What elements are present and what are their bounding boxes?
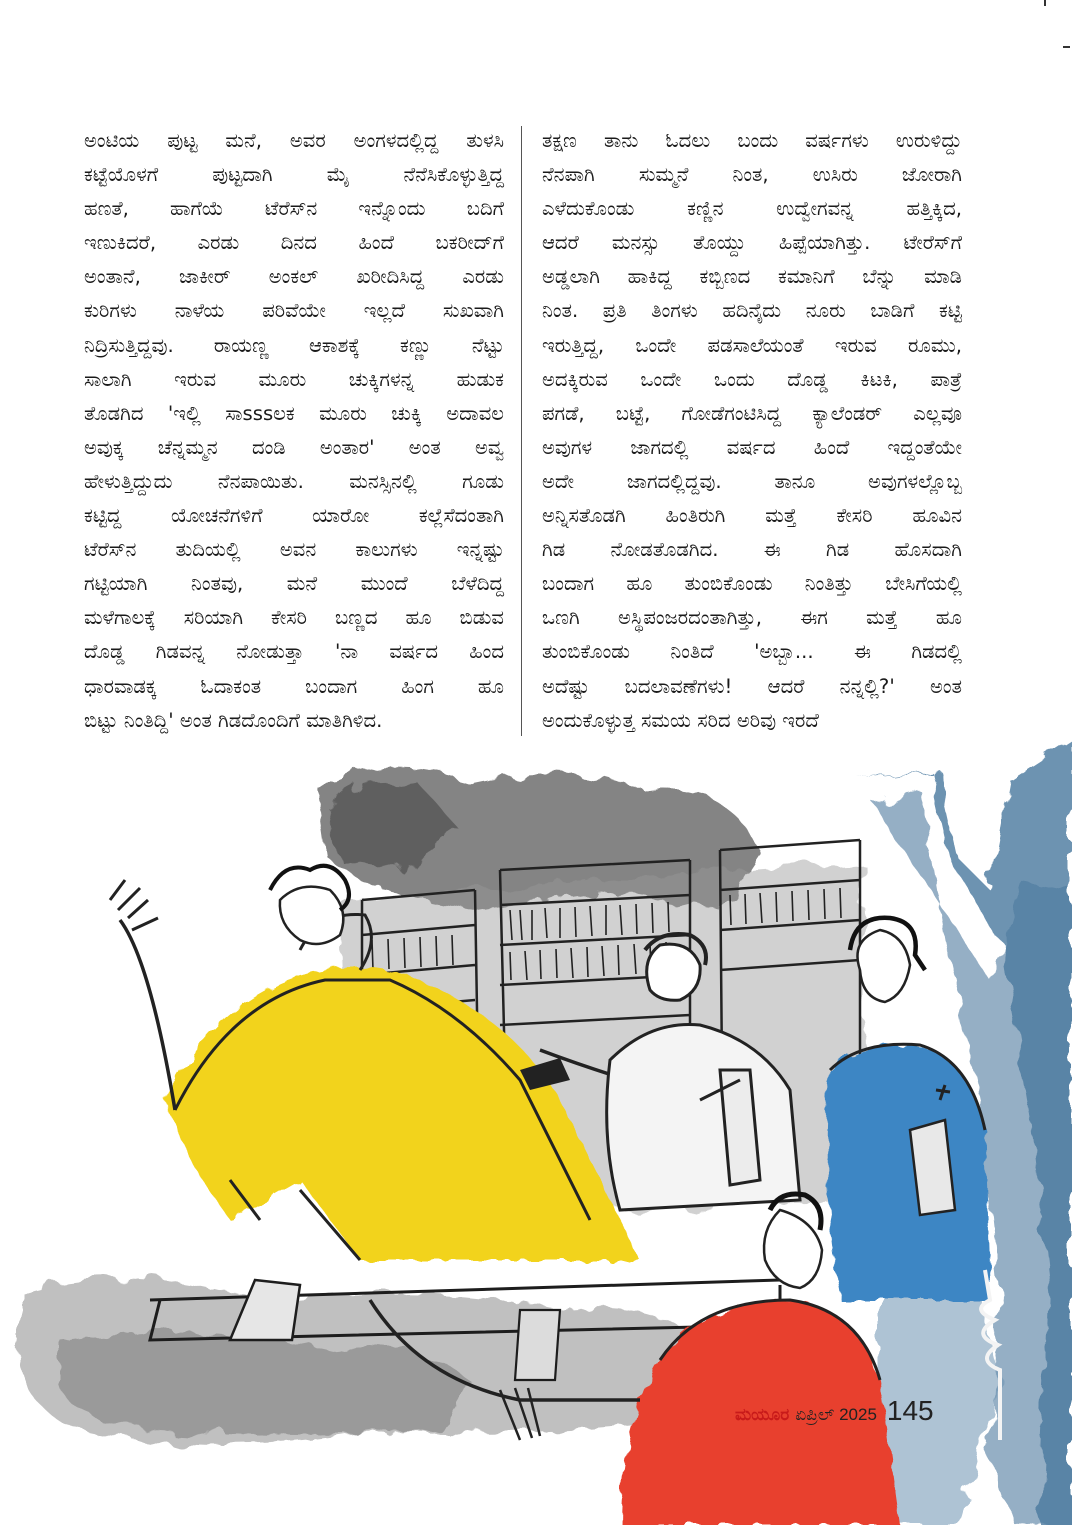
article-line: ನಿದ್ರಿಸುತ್ತಿದ್ದವು. ರಾಯಣ್ಣ ಆಕಾಶಕ್ಕೆ ಕಣ್ಣು ನೆಟ್ಟು <box>84 333 504 357</box>
article-line: ಒಣಗಿ ಅಸ್ಥಿಪಂಜರದಂತಾಗಿತ್ತು, ಈಗ ಮತ್ತೆ ಹೂ <box>542 606 962 630</box>
article-line: ಕುರಿಗಳು ನಾಳೆಯ ಪರಿವೆಯೇ ಇಲ್ಲದೆ ಸುಖವಾಗಿ <box>84 299 504 323</box>
page-number: 145 <box>886 1395 934 1426</box>
article-line: ಟೆರೆಸ್‌ನ ತುದಿಯಲ್ಲಿ ಅವನ ಕಾಲುಗಳು ಇನ್ನಷ್ಟು <box>84 538 504 562</box>
article-line: ತೊಡಗಿದ 'ಇಲ್ಲಿ ಸಾsssಲಕ ಮೂರು ಚುಕ್ಕಿ ಅದಾವಲ <box>84 401 504 425</box>
article-line: ಅದೇ ಜಾಗದಲ್ಲಿದ್ದವು. ತಾನೂ ಅವುಗಳಲ್ಲೊಬ್ಬ <box>542 469 962 493</box>
article-column-left <box>84 124 504 738</box>
issue-date: ಏಪ್ರಿಲ್ 2025 <box>795 1405 877 1424</box>
article-line: ಬಂದಾಗ ಹೂ ತುಂಬಿಕೊಂಡು ನಿಂತಿತ್ತು ಬೇಸಿಗೆಯಲ್ಲಿ <box>542 572 962 596</box>
article-line: ಇಣುಕಿದರೆ, ಎರಡು ದಿನದ ಹಿಂದೆ ಬಕರೀದ್‌ಗೆ <box>84 231 504 255</box>
article-line: ದೊಡ್ಡ ಗಿಡವನ್ನ ನೋಡುತ್ತಾ 'ನಾ ವರ್ಷದ ಹಿಂದ <box>84 640 504 664</box>
article-line: ಹೇಳುತ್ತಿದ್ದುದು ನೆನಪಾಯಿತು. ಮನಸ್ಸಿನಲ್ಲಿ ಗೂಡು <box>84 469 504 493</box>
article-line: ಅಡ್ಡಲಾಗಿ ಹಾಕಿದ್ದ ಕಬ್ಬಿಣದ ಕಮಾನಿಗೆ ಬೆನ್ನು ಮಾಡಿ <box>542 265 962 289</box>
article-line: ಬಿಟ್ಟು ನಿಂತಿದ್ದಿ' ಅಂತ ಗಿಡದೊಂದಿಗೆ ಮಾತಿಗಿಳಿದ. <box>84 708 383 732</box>
article-line: ಗಿಡ ನೋಡತೊಡಗಿದ. ಈ ಗಿಡ ಹೊಸದಾಗಿ <box>542 538 962 562</box>
article-line: ನೆನಪಾಗಿ ಸುಮ್ಮನೆ ನಿಂತ, ಉಸಿರು ಜೋರಾಗಿ <box>542 163 962 187</box>
article-line: ಅದೆಷ್ಟು ಬದಲಾವಣೆಗಳು! ಆದರೆ ನನ್ನಲ್ಲಿ?' ಅಂತ <box>542 674 962 698</box>
article-line: ಅವುಗಳ ಜಾಗದಲ್ಲಿ ವರ್ಷದ ಹಿಂದೆ ಇದ್ದಂತೆಯೇ <box>542 435 962 459</box>
article-line: ತಕ್ಷಣ ತಾನು ಓದಲು ಬಂದು ವರ್ಷಗಳು ಉರುಳಿದ್ದು <box>542 129 962 152</box>
article-line: ಅಂಟಿಯ ಪುಟ್ಟ ಮನೆ, ಅವರ ಅಂಗಳದಲ್ಲಿದ್ದ ತುಳಸಿ <box>84 129 504 152</box>
article-line: ಅನ್ನಿಸತೊಡಗಿ ಹಿಂತಿರುಗಿ ಮತ್ತೆ ಕೇಸರಿ ಹೂವಿನ <box>542 504 962 528</box>
article-line: ಅಂದುಕೊಳ್ಳುತ್ತ ಸಮಯ ಸರಿದ ಅರಿವು ಇರದೆ <box>542 708 819 732</box>
magazine-name: ಮಯೂರ <box>735 1405 790 1424</box>
article-line: ಮಳೆಗಾಲಕ್ಕೆ ಸರಿಯಾಗಿ ಕೇಸರಿ ಬಣ್ಣದ ಹೂ ಬಿಡುವ <box>84 606 504 630</box>
corner-crop-mark <box>1044 0 1046 6</box>
article-line: ಕಟ್ಟೆಯೊಳಗೆ ಪುಟ್ಟದಾಗಿ ಮೈ ನೆನೆಸಿಕೊಳ್ಳುತ್ತಿದ್ದ <box>84 163 504 187</box>
article-line: ಅದಕ್ಕಿರುವ ಒಂದೇ ಒಂದು ದೊಡ್ಡ ಕಿಟಕಿ, ಪಾತ್ರೆ <box>542 367 962 391</box>
page-footer <box>735 1395 934 1429</box>
article-line: ಇರುತ್ತಿದ್ದ, ಒಂದೇ ಪಡಸಾಲೆಯಂತೆ ಇರುವ ರೂಮು, <box>542 333 962 357</box>
article-column-right <box>542 124 962 738</box>
article-line: ಸಾಲಾಗಿ ಇರುವ ಮೂರು ಚುಕ್ಕಿಗಳನ್ನ ಹುಡುಕ <box>84 367 504 391</box>
article-line: ಕಟ್ಟಿದ್ದ ಯೋಚನೆಗಳಿಗೆ ಯಾರೋ ಕಲ್ಲೆಸೆದಂತಾಗಿ <box>84 504 504 528</box>
article-line: ಗಟ್ಟಿಯಾಗಿ ನಿಂತವು, ಮನೆ ಮುಂದೆ ಬೆಳೆದಿದ್ದ <box>84 572 504 596</box>
article-line: ಧಾರವಾಡಕ್ಕ ಓದಾಕಂತ ಬಂದಾಗ ಹಿಂಗ ಹೂ <box>84 674 504 698</box>
article-line: ಎಳೆದುಕೊಂಡು ಕಣ್ಣಿನ ಉದ್ವೇಗವನ್ನ ಹತ್ತಿಕ್ಕಿದ, <box>542 197 962 221</box>
article-line: ತುಂಬಿಕೊಂಡು ನಿಂತಿದೆ 'ಅಬ್ಬಾ... ಈ ಗಿಡದಲ್ಲಿ <box>542 640 962 664</box>
article-line: ಪಗಡೆ, ಬಟ್ಟೆ, ಗೋಡೆಗಂಟಿಸಿದ್ದ ಕ್ಯಾಲೆಂಡರ್ ಎಲ್ಲವೂ <box>542 401 962 425</box>
article-line: ಹಣತೆ, ಹಾಗೆಯೆ ಟೆರೆಸ್‌ನ ಇನ್ನೊಂದು ಬದಿಗೆ <box>84 197 504 221</box>
article-line: ಅಂತಾನೆ, ಜಾಕೀರ್ ಅಂಕಲ್ ಖರೀದಿಸಿದ್ದ ಎರಡು <box>84 265 504 289</box>
column-divider <box>521 126 522 736</box>
article-line: ಆದರೆ ಮನಸ್ಸು ತೊಯ್ದು ಹಿಪ್ಪೆಯಾಗಿತ್ತು. ಟೇರೆಸ್‌ಗೆ <box>542 231 962 255</box>
corner-crop-mark <box>1063 46 1070 48</box>
article-line: ಅವುಕ್ಕ ಚೆನ್ನಮ್ಮನ ದಂಡಿ ಅಂತಾರ' ಅಂತ ಅವ್ವ <box>84 435 504 459</box>
article-line: ನಿಂತ. ಪ್ರತಿ ತಿಂಗಳು ಹದಿನೈದು ನೂರು ಬಾಡಿಗೆ ಕಟ್ಟಿ <box>542 299 962 323</box>
